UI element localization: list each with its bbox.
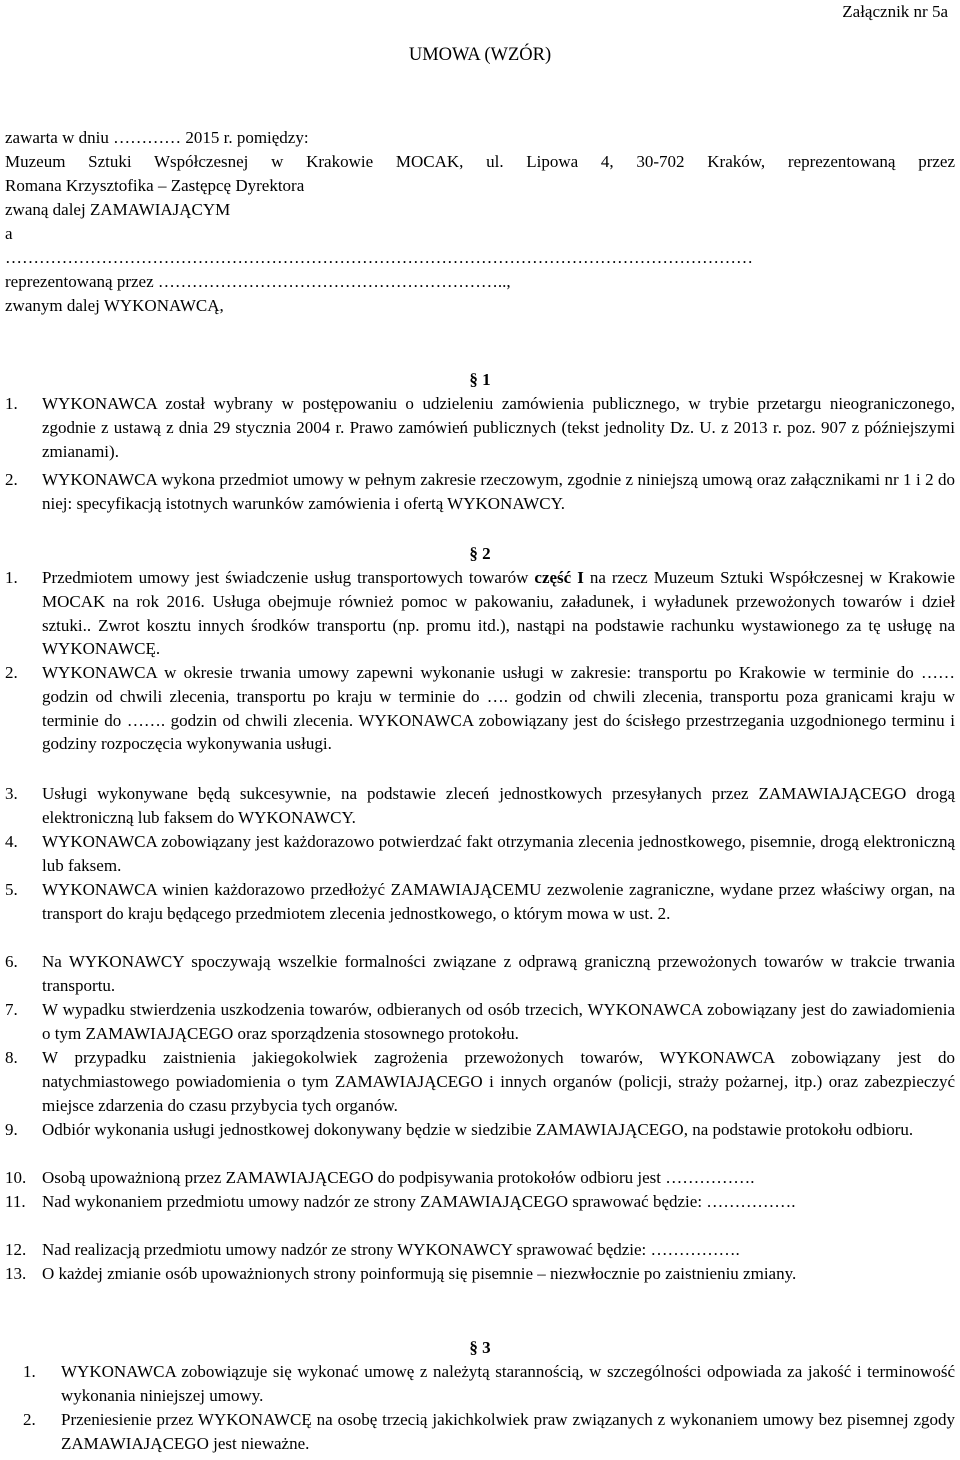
section-2-heading: § 2 <box>469 544 491 563</box>
item-text: WYKONAWCA w okresie trwania umowy zapewni wykonanie usługi w zakresie: transportu po Krakowie w terminie do …… godzin od chwili zlecenia, transportu po kraju w terminie do …. godzin od chwili zlecenia, transportu poza granicami kraju w terminie do ……. godzin od chwili zlecenia. WYKONAWCA zobowiązany jest do ścisłego przestrzegania uzgodnionego terminu i godziny rozpoczęcia wykonywania usługi. <box>42 663 955 754</box>
item-text: W przypadku zaistnienia jakiegokolwiek zagrożenia przewożonych towarów, WYKONAWCA zobowiązany jest do natychmiastowego powiadomienia o tym ZAMAWIAJĄCEGO i innych organów (policji, straży pożarnej, itp.) oraz zabezpieczyć miejsce zdarzenia do czasu przybycia tych organów. <box>42 1048 955 1115</box>
item-number: 3. <box>5 784 18 803</box>
item-number: 1. <box>5 394 18 413</box>
document-title: UMOWA (WZÓR) <box>408 45 552 65</box>
item-text: Odbiór wykonania usługi jednostkowej dokonywany będzie w siedzibie ZAMAWIAJĄCEGO, na podstawie protokołu odbioru. <box>42 1120 914 1139</box>
intro-line-party-1: Muzeum Sztuki Współczesnej w Krakowie MOCAK, ul. Lipowa 4, 30-702 Kraków, reprezentowaną przez <box>5 152 955 171</box>
item-text-end: na rzecz Muzeum Sztuki Współczesnej w Krakowie MOCAK na rok 2016. Usługa obejmuje również pomoc w pakowaniu, załadunek, i wyładunek przewożonych towarów i dzieł sztuki.. Zwrot kosztu innych środków transportu (np. promu itd.), nastąpi na podstawie rachunku wystawionego za tę usługę na WYKONAWCĘ. <box>42 568 955 659</box>
item-text: WYKONAWCA został wybrany w postępowaniu o udzieleniu zamówienia publicznego, w trybie przetargu nieograniczonego, zgodnie z ustawą z dnia 29 stycznia 2004 r. Prawo zamówień publicznych (tekst jednolity Dz. U. z 2013 r. poz. 907 z późniejszymi zmianami). <box>42 394 955 461</box>
item-number: 13. <box>5 1264 27 1283</box>
intro-line-represented-by: reprezentowaną przez …………………………………………………….., <box>5 272 511 291</box>
item-text: Na WYKONAWCY spoczywają wszelkie formalności związane z odprawą graniczną przewożonych towarów w trakcie trwania transportu. <box>42 952 955 995</box>
item-number: 11. <box>5 1192 26 1211</box>
item-number: 7. <box>5 1000 18 1019</box>
section-1-heading: § 1 <box>469 370 491 389</box>
item-text: Usługi wykonywane będą sukcesywnie, na podstawie zleceń jednostkowych przesyłanych przez ZAMAWIAJĄCEGO drogą elektroniczną lub faksem do WYKONAWCY. <box>42 784 955 827</box>
item-number: 9. <box>5 1120 18 1139</box>
item-text <box>42 566 955 661</box>
item-number: 8. <box>5 1048 18 1067</box>
item-number: 2. <box>23 1410 36 1429</box>
intro-line-representative: Romana Krzysztofika – Zastępcę Dyrektora <box>5 176 305 195</box>
attachment-label: Załącznik nr 5a <box>842 2 948 21</box>
item-text: Przeniesienie przez WYKONAWCĘ na osobę trzecią jakichkolwiek praw związanych z wykonaniem umowy bez pisemnej zgody ZAMAWIAJĄCEGO jest nieważne. <box>61 1410 955 1453</box>
intro-line-contractor: zwanym dalej WYKONAWCĄ, <box>5 296 224 315</box>
item-number: 12. <box>5 1240 27 1259</box>
section-3-heading: § 3 <box>469 1338 491 1357</box>
item-text: WYKONAWCA winien każdorazowo przedłożyć ZAMAWIAJĄCEMU zezwolenie zagraniczne, wydane przez właściwy organ, na transport do kraju będącego przedmiotem zlecenia jednostkowego, o którym mowa w ust. 2. <box>42 880 955 923</box>
item-text-emphasis: część I <box>534 568 584 587</box>
item-number: 4. <box>5 832 18 851</box>
item-text: WYKONAWCA zobowiązany jest każdorazowo potwierdzać fakt otrzymania zlecenia jednostkowego, pisemnie, drogą elektroniczną lub faksem. <box>42 832 955 875</box>
item-number: 2. <box>5 663 18 682</box>
item-text: Nad wykonaniem przedmiotu umowy nadzór ze strony ZAMAWIAJĄCEGO sprawować będzie: ……………. <box>42 1192 796 1211</box>
item-text: WYKONAWCA zobowiązuje się wykonać umowę z należytą starannością, w szczególności odpowiada za jakość i terminowość wykonania niniejszej umowy. <box>61 1362 955 1405</box>
item-text: WYKONAWCA wykona przedmiot umowy w pełnym zakresie rzeczowym, zgodnie z niniejszą umową oraz załącznikami nr 1 i 2 do niej: specyfikacją istotnych warunków zamówienia i ofertą WYKONAWCY. <box>42 470 955 513</box>
item-number: 1. <box>23 1362 36 1381</box>
intro-line-and: a <box>5 224 13 243</box>
item-number: 10. <box>5 1168 27 1187</box>
intro-line-blank: …………………………………………………………………………………………………………………… <box>5 248 753 267</box>
item-text: W wypadku stwierdzenia uszkodzenia towarów, odbieranych od osób trzecich, WYKONAWCA zobowiązany jest do zawiadomienia o tym ZAMAWIAJĄCEGO oraz sporządzenia stosownego protokołu. <box>42 1000 955 1043</box>
item-number: 1. <box>5 568 18 587</box>
item-text-start: Przedmiotem umowy jest świadczenie usług transportowych towarów <box>42 568 535 587</box>
item-text: O każdej zmianie osób upoważnionych strony poinformują się pisemnie – niezwłocznie po zaistnieniu zmiany. <box>42 1264 797 1283</box>
item-text: Osobą upoważnioną przez ZAMAWIAJĄCEGO do podpisywania protokołów odbioru jest ……………. <box>42 1168 755 1187</box>
intro-line-buyer: zwaną dalej ZAMAWIAJĄCYM <box>5 200 231 219</box>
item-text: Nad realizacją przedmiotu umowy nadzór ze strony WYKONAWCY sprawować będzie: ……………. <box>42 1240 740 1259</box>
intro-line-date: zawarta w dniu ………… 2015 r. pomiędzy: <box>5 128 309 147</box>
item-number: 5. <box>5 880 18 899</box>
item-number: 6. <box>5 952 18 971</box>
item-number: 2. <box>5 470 18 489</box>
